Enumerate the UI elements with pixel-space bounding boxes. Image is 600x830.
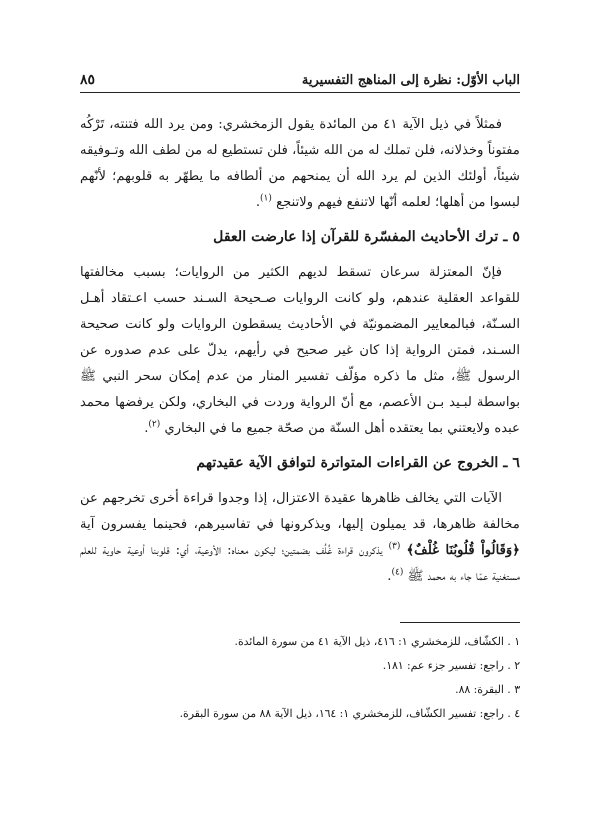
paragraph-text: فمثلاً في ذيل الآية ٤١ من المائدة يقول الزمخشري: ومن يرد الله فتنته، تَرْكُه مفتوناً وخذلانه، فلن تملك له من الله شيئاً، فلن تستطيع له من لطف الله وتـوفيقه شيئاً، أولئك الذين لم يرد الله أن يمنحهم من ألطافه ما يطهّر به قلوبهم؛ لأنّهم لبسوا من أهلها؛ لعلمه أنّها لاتنفع فيهم ولاتنجع [80, 117, 520, 210]
footnote-ref-3: (٣) [388, 541, 401, 552]
main-text [80, 112, 520, 590]
paragraph-text: يذكرون قراءة غُلُف بضمتين؛ ليكون معناه: الأوعية، أي: قلوبنا أوعية حاوية للعلم مستغنية عمّا جاء به محمد ﷺ [80, 543, 520, 584]
paragraph-readings: الآيات التي يخالف ظاهرها عقيدة الاعتزال، إذا وجدوا قراءة أخرى تخرجهم عن مخالفة ظاهرها، قد يميلون إليها، ويذكرونها في تفاسيرهم، فحينما يفسرون آية ﴿وَقَالُواْ قُلُوبُنَا غُلْفٌ﴾ $^{(٣)}$ يذكرون قراءة غُلُف بضمتين؛ ليكون معناه: الأوعية، أي: قلوبنا أوعية حاوية للعلم مستغنية عمّا جاء به محمد ﷺ $^{(٤)}$. [80, 491, 520, 584]
section-heading-5: ٥ ـ ترك الأحاديث المفسّرة للقرآن إذا عارضت العقل [213, 229, 520, 245]
section-heading-6: ٦ ـ الخروج عن القراءات المتواترة لتوافق الآية عقيدتهم [196, 455, 520, 471]
header-divider [80, 92, 520, 93]
footnotes [80, 630, 520, 726]
paragraph-zamakhshari-example: فمثلاً في ذيل الآية ٤١ من المائدة يقول الزمخشري: ومن يرد الله فتنته، تَرْكُه مفتوناً وخذلانه، فلن تملك له من الله شيئاً، فلن تستطيع له من لطف الله وتـوفيقه شيئاً، أولئك الذين لم يرد الله أن يمنحهم من ألطافه ما يطهّر به قلوبهم؛ لأنّهم لبسوا من أهلها؛ لعلمه أنّها لاتنفع فيهم ولاتنجع $^{(١)}$. [80, 117, 520, 210]
running-header [80, 64, 520, 88]
paragraph-hadith-rejection: فإنّ المعتزلة سرعان تسقط لديهم الكثير من الروايات؛ بسبب مخالفتها للقواعد العقلية عندهم، ولو كانت الروايات صـحيحة السـند حسب اعـتقاد أهـل السـنّة، فبالمعايير المضمونيّة في الأحاديث يسقطون الروايات ولو كانت صحيحة السـند، فمتن الرواية إذا كان غير صحيح في رأيهم، يدلّ على عدم صدوره عن الرسول ﷺ، مثل ما ذكره مؤلّف تفسير المنار من عدم إمكان سحر النبي ﷺ بواسطة لبـيد بـن الأعصم، مع أنّ الرواية وردت في البخاري، ولكن يرفضها محمد عبده ولايعتني بما يعتقده أهل السنّة من صحّة جميع ما في البخاري $^{(٢)}$. [80, 265, 520, 436]
page-number: ٨٥ [80, 72, 96, 88]
footnote-ref-2: (٢) [148, 419, 161, 430]
footnote-1: ١ . الكشّاف، للزمخشري ١: ٤١٦، ذيل الآية ٤١ من سورة المائدة. [234, 635, 520, 648]
footnote-2: ٢ . راجع: تفسير جزء عم: ١٨١. [382, 659, 520, 672]
footnote-ref-1: (١) [260, 193, 272, 204]
paragraph-text: فإنّ المعتزلة سرعان تسقط لديهم الكثير من الروايات؛ بسبب مخالفتها للقواعد العقلية عندهم، ولو كانت الروايات صـحيحة السـند حسب اعـتقاد أهـل السـنّة، فبالمعايير المضمونيّة في الأحاديث يسقطون الروايات ولو كانت صحيحة السـند، فمتن الرواية إذا كان غير صحيح في رأيهم، يدلّ على عدم صدوره عن الرسول ﷺ، مثل ما ذكره مؤلّف تفسير المنار من عدم إمكان سحر النبي ﷺ بواسطة لبـيد بـن الأعصم، مع أنّ الرواية وردت في البخاري، ولكن يرفضها محمد عبده ولايعتني بما يعتقده أهل السنّة من صحّة جميع ما في البخاري [80, 265, 520, 436]
footnote-ref-4: (٤) [391, 567, 404, 578]
quran-verse: ﴿وَقَالُواْ قُلُوبُنَا غُلْفٌ﴾ [406, 543, 520, 558]
footnote-3: ٣ . البقرة: ٨٨. [455, 683, 520, 696]
chapter-title: الباب الأوّل: نظرة إلى المناهج التفسيرية [301, 73, 520, 88]
footnote-4: ٤ . راجع: تفسير الكشّاف، للزمخشري ١: ١٦٤، ذيل الآية ٨٨ من سورة البقرة. [179, 707, 520, 720]
paragraph-text: الآيات التي يخالف ظاهرها عقيدة الاعتزال، إذا وجدوا قراءة أخرى تخرجهم عن مخالفة ظاهرها، قد يميلون إليها، ويذكرونها في تفاسيرهم، فحينما يفسرون آية [80, 491, 520, 532]
footnote-divider [400, 622, 520, 623]
